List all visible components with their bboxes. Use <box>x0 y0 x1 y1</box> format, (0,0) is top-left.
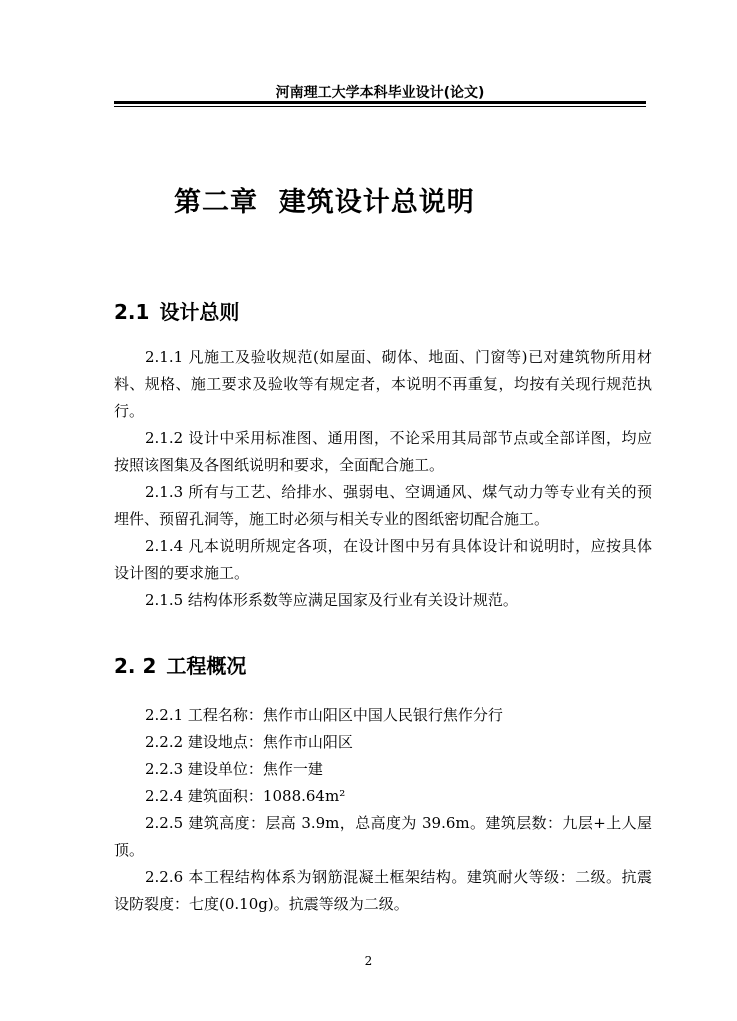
section-heading-2-2 <box>114 650 246 679</box>
paragraph-2-1-5: 2.1.5 结构体形系数等应满足国家及行业有关设计规范。 <box>145 591 518 609</box>
chapter-title: 第二章 建筑设计总说明 <box>174 187 475 218</box>
paragraph-2-2-2: 2.2.2 建设地点：焦作市山阳区 <box>145 733 353 751</box>
paragraph-2-2-1: 2.2.1 工程名称：焦作市山阳区中国人民银行焦作分行 <box>145 706 503 724</box>
paragraph-2-1-4: 2.1.4 凡本说明所规定各项，在设计图中另有具体设计和说明时，应按具体设计图的要求施工。 <box>114 537 652 582</box>
paragraph-2-1-3: 2.1.3 所有与工艺、给排水、强弱电、空调通风、煤气动力等专业有关的预埋件、预留孔洞等，施工时必须与相关专业的图纸密切配合施工。 <box>114 483 652 528</box>
section-number: 2.1 <box>114 300 150 324</box>
page-number: 2 <box>364 954 373 968</box>
header-rule-thick <box>114 101 646 104</box>
page-header: 河南理工大学本科毕业设计(论文) <box>275 85 485 101</box>
paragraph-2-2-3: 2.2.3 建设单位：焦作一建 <box>145 760 323 778</box>
paragraph-2-2-4: 2.2.4 建筑面积：1088.64m² <box>145 787 346 805</box>
paragraph-2-1-1: 2.1.1 凡施工及验收规范(如屋面、砌体、地面、门窗等)已对建筑物所用材料、规格、施工要求及验收等有规定者，本说明不再重复，均按有关现行规范执行。 <box>114 348 652 420</box>
section-heading-2-1 <box>114 296 239 325</box>
section-title: 设计总则 <box>159 300 240 324</box>
header-rule-thin <box>114 106 646 107</box>
paragraph-2-2-6: 2.2.6 本工程结构体系为钢筋混凝土框架结构。建筑耐火等级：二级。抗震设防裂度：七度(0.10g)。抗震等级为二级。 <box>114 868 652 913</box>
paragraph-2-1-2: 2.1.2 设计中采用标准图、通用图，不论采用其局部节点或全部详图，均应按照该图集及各图纸说明和要求，全面配合施工。 <box>114 429 652 474</box>
section-title: 工程概况 <box>166 654 247 678</box>
section-number: 2. 2 <box>114 654 157 678</box>
paragraph-2-2-5: 2.2.5 建筑高度：层高 3.9m，总高度为 39.6m。建筑层数：九层+上人屋顶。 <box>114 814 652 859</box>
